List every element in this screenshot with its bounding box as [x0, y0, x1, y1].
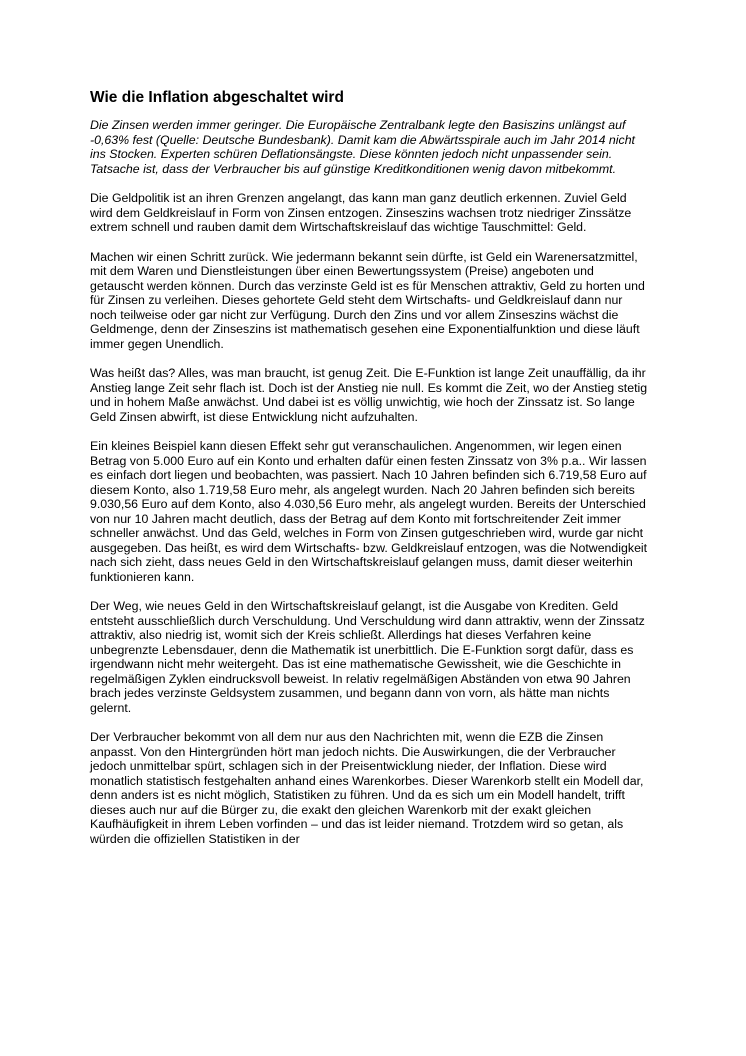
body-paragraph-3: Was heißt das? Alles, was man braucht, ist genug Zeit. Die E-Funktion ist lange Zeit unauffällig, da ihr Anstieg lange Zeit sehr flach ist. Doch ist der Anstieg nie null. Es kommt die Zeit, wo der Anstieg stetig und in hohem Maße anwächst. Und dabei ist es völlig unwichtig, wie hoch der Zinssatz ist. So lange Geld Zinsen abwirft, ist diese Entwicklung nicht aufzuhalten. — [90, 366, 648, 424]
body-paragraph-6: Der Verbraucher bekommt von all dem nur aus den Nachrichten mit, wenn die EZB die Zinsen anpasst. Von den Hintergründen hört man jedoch nichts. Die Auswirkungen, die der Verbraucher jedoch unmittelbar spürt, schlagen sich in der Preisentwicklung nieder, der Inflation. Diese wird monatlich statistisch festgehalten anhand eines Warenkorbes. Dieser Warenkorb stellt ein Modell dar, denn anders ist es nicht möglich, Statistiken zu führen. Und da es sich um ein Modell handelt, trifft dieses auch nur auf die Bürger zu, die exakt den gleichen Warenkorb mit der exakt gleichen Kaufhäufigkeit in ihrem Leben vorfinden – und das ist leider niemand. Trotzdem wird so getan, als würden die offiziellen Statistiken in der — [90, 730, 644, 846]
body-paragraph-5: Der Weg, wie neues Geld in den Wirtschaftskreislauf gelangt, ist die Ausgabe von Krediten. Geld entsteht ausschließlich durch Verschuldung. Und Verschuldung wird dann attraktiv, wenn der Zinssatz attraktiv, also niedrig ist, womit sich der Kreis schließt. Allerdings hat dieses Verfahren keine unbegrenzte Lebensdauer, denn die Mathematik ist unerbittlich. Die E-Funktion sorgt dafür, dass es irgendwann nicht mehr weitergeht. Das ist eine mathematische Gewissheit, wie die Geschichte in regelmäßigen Zyklen eindrucksvoll beweist. In relativ regelmäßigen Abständen von etwa 90 Jahren brach jedes verzinste Geldsystem zusammen, und begann dann von vorn, als hätte man nichts gelernt. — [90, 599, 645, 715]
document-title: Wie die Inflation abgeschaltet wird — [90, 89, 344, 106]
body-paragraph-4: Ein kleines Beispiel kann diesen Effekt sehr gut veranschaulichen. Angenommen, wir legen einen Betrag von 5.000 Euro auf ein Konto und erhalten dafür einen festen Zinssatz von 3% p.a.. Wir lassen es einfach dort liegen und beobachten, was passiert. Nach 10 Jahren befinden sich 6.719,58 Euro auf diesem Konto, also 1.719,58 Euro mehr, als angelegt wurden. Nach 20 Jahren befinden sich bereits 9.030,56 Euro auf dem Konto, also 4.030,56 Euro mehr, als angelegt wurden. Bereits der Unterschied von nur 10 Jahren macht deutlich, dass der Betrag auf dem Konto mit fortschreitender Zeit immer schneller anwächst. Und das Geld, welches in Form von Zinsen gutgeschrieben wird, wurde gar nicht ausgegeben. Das heißt, es wird dem Wirtschafts- bzw. Geldkreislauf entzogen, was die Notwendigkeit nach sich zieht, dass neues Geld in den Wirtschaftskreislauf gelangen muss, damit dieser weiterhin funktionieren kann. — [90, 439, 648, 584]
lead-paragraph: Die Zinsen werden immer geringer. Die Europäische Zentralbank legte den Basiszins unlängst auf -0,63% fest (Quelle: Deutsche Bundesbank). Damit kam die Abwärtsspirale auch im Jahr 2014 nicht ins Stocken. Experten schüren Deflationsängste. Diese könnten jedoch nicht unpassender sein. Tatsache ist, dass der Verbraucher bis auf günstige Kreditkonditionen wenig davon mitbekommt. — [90, 118, 635, 176]
body-paragraph-1: Die Geldpolitik ist an ihren Grenzen angelangt, das kann man ganz deutlich erkennen. Zuviel Geld wird dem Geldkreislauf in Form von Zinsen entzogen. Zinseszins wachsen trotz niedriger Zinssätze extrem schnell und rauben damit dem Wirtschaftskreislauf das wichtige Tauschmittel: Geld. — [90, 191, 632, 234]
document-page — [90, 88, 650, 861]
body-paragraph-2: Machen wir einen Schritt zurück. Wie jedermann bekannt sein dürfte, ist Geld ein Warenersatzmittel, mit dem Waren und Dienstleistungen über einen Bewertungssystem (Preise) angeboten und getauscht werden können. Durch das verzinste Geld ist es für Menschen attraktiv, Geld zu horten und für Zinsen zu verleihen. Dieses gehortete Geld steht dem Wirtschafts- und Geldkreislauf dann nur noch teilweise oder gar nicht zur Verfügung. Durch den Zins und vor allem Zinseszins wächst die Geldmenge, denn der Zinseszins ist mathematisch gesehen eine Exponentialfunktion und diese läuft immer gegen Unendlich. — [90, 249, 645, 351]
